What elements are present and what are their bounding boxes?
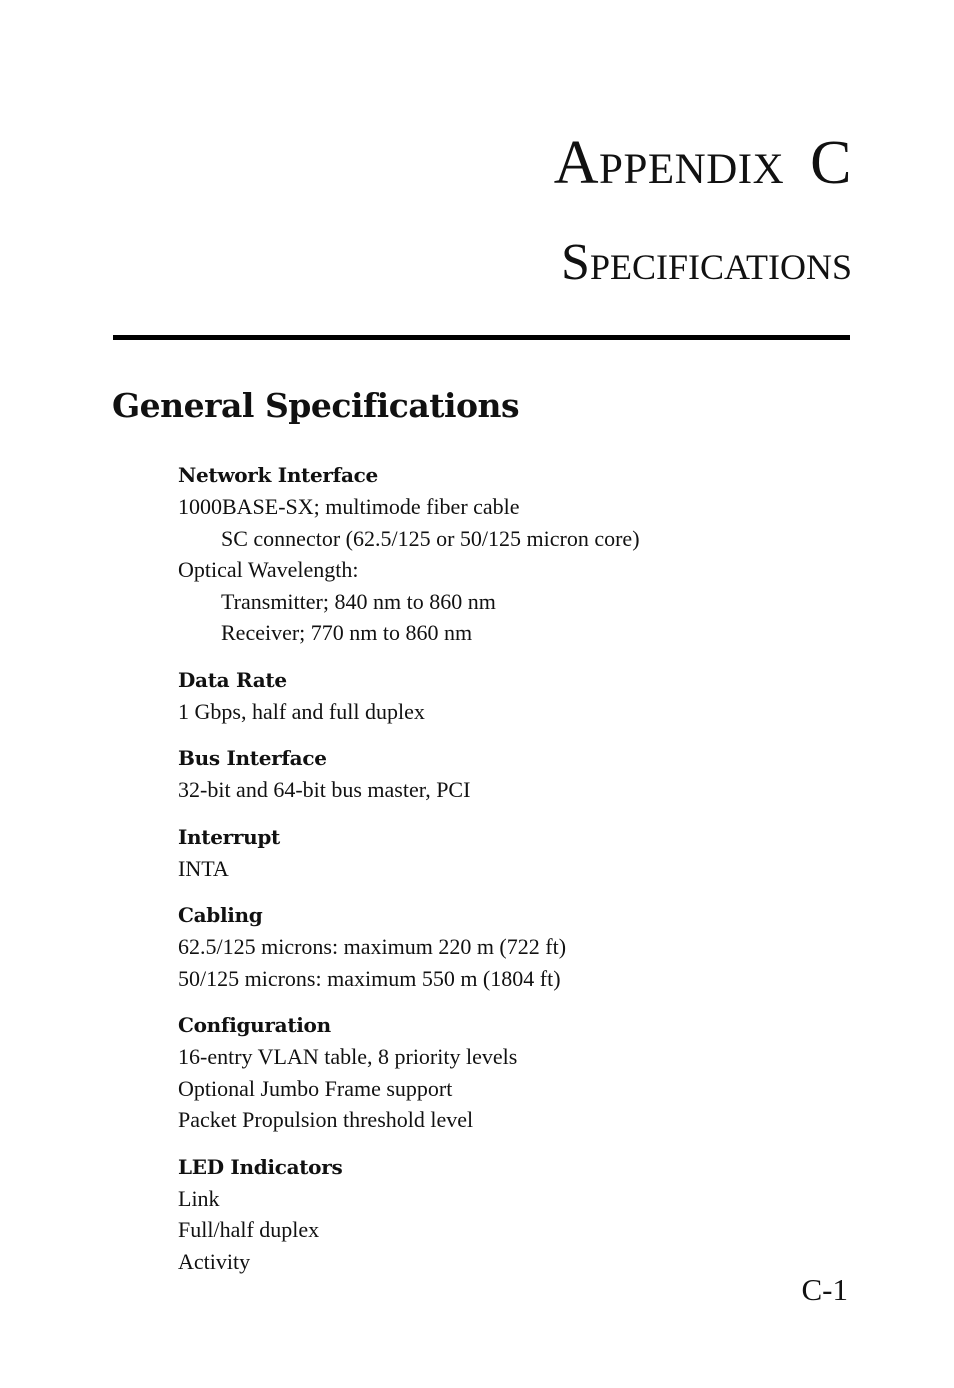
spec-value-line: Activity — [178, 1248, 251, 1274]
spec-label: Configuration — [178, 1013, 331, 1037]
chapter-title: Specifications — [561, 234, 852, 291]
appendix-letter: C — [810, 129, 852, 197]
spec-list — [178, 460, 858, 1293]
spec-label: Cabling — [178, 903, 263, 927]
spec-value-line: 32-bit and 64-bit bus master, PCI — [178, 777, 471, 802]
spec-value-line: 50/125 microns: maximum 550 m (1804 ft) — [178, 965, 561, 991]
appendix-word: Appendix — [553, 129, 785, 197]
spec-group — [178, 665, 858, 728]
spec-value-line: 62.5/125 microns: maximum 220 m (722 ft) — [178, 934, 567, 959]
spec-value-line: Optional Jumbo Frame support — [178, 1075, 453, 1101]
appendix-title — [553, 129, 852, 197]
section-heading: General Specifications — [112, 386, 520, 425]
spec-label: Data Rate — [178, 667, 287, 692]
spec-value-line: Optical Wavelength: — [178, 557, 359, 582]
spec-label: Network Interface — [178, 463, 378, 487]
spec-value-line: 1000BASE-SX; multimode fiber cable — [178, 494, 520, 519]
spec-label: Bus Interface — [178, 746, 327, 770]
spec-value-line: 1 Gbps, half and full duplex — [178, 698, 425, 724]
spec-label: Interrupt — [178, 824, 280, 849]
spec-group — [178, 822, 858, 885]
spec-value-line: Full/half duplex — [178, 1217, 320, 1242]
spec-group — [178, 743, 858, 806]
spec-value-line: Packet Propulsion threshold level — [178, 1107, 474, 1132]
spec-group — [178, 1010, 858, 1136]
appendix-header — [553, 129, 852, 291]
spec-value-line: Receiver; 770 nm to 860 nm — [221, 620, 473, 645]
spec-value-line: SC connector (62.5/125 or 50/125 micron core) — [221, 525, 640, 551]
header-rule — [113, 335, 850, 340]
page-number: C-1 — [801, 1272, 848, 1307]
spec-value-line: 16-entry VLAN table, 8 priority levels — [178, 1044, 518, 1069]
spec-value-line: Transmitter; 840 nm to 860 nm — [221, 588, 496, 614]
spec-value-line: Link — [178, 1185, 220, 1211]
spec-group — [178, 460, 858, 649]
spec-label: LED Indicators — [178, 1154, 343, 1179]
spec-group — [178, 1152, 858, 1278]
spec-group — [178, 900, 858, 994]
spec-value-line: INTA — [178, 855, 229, 881]
